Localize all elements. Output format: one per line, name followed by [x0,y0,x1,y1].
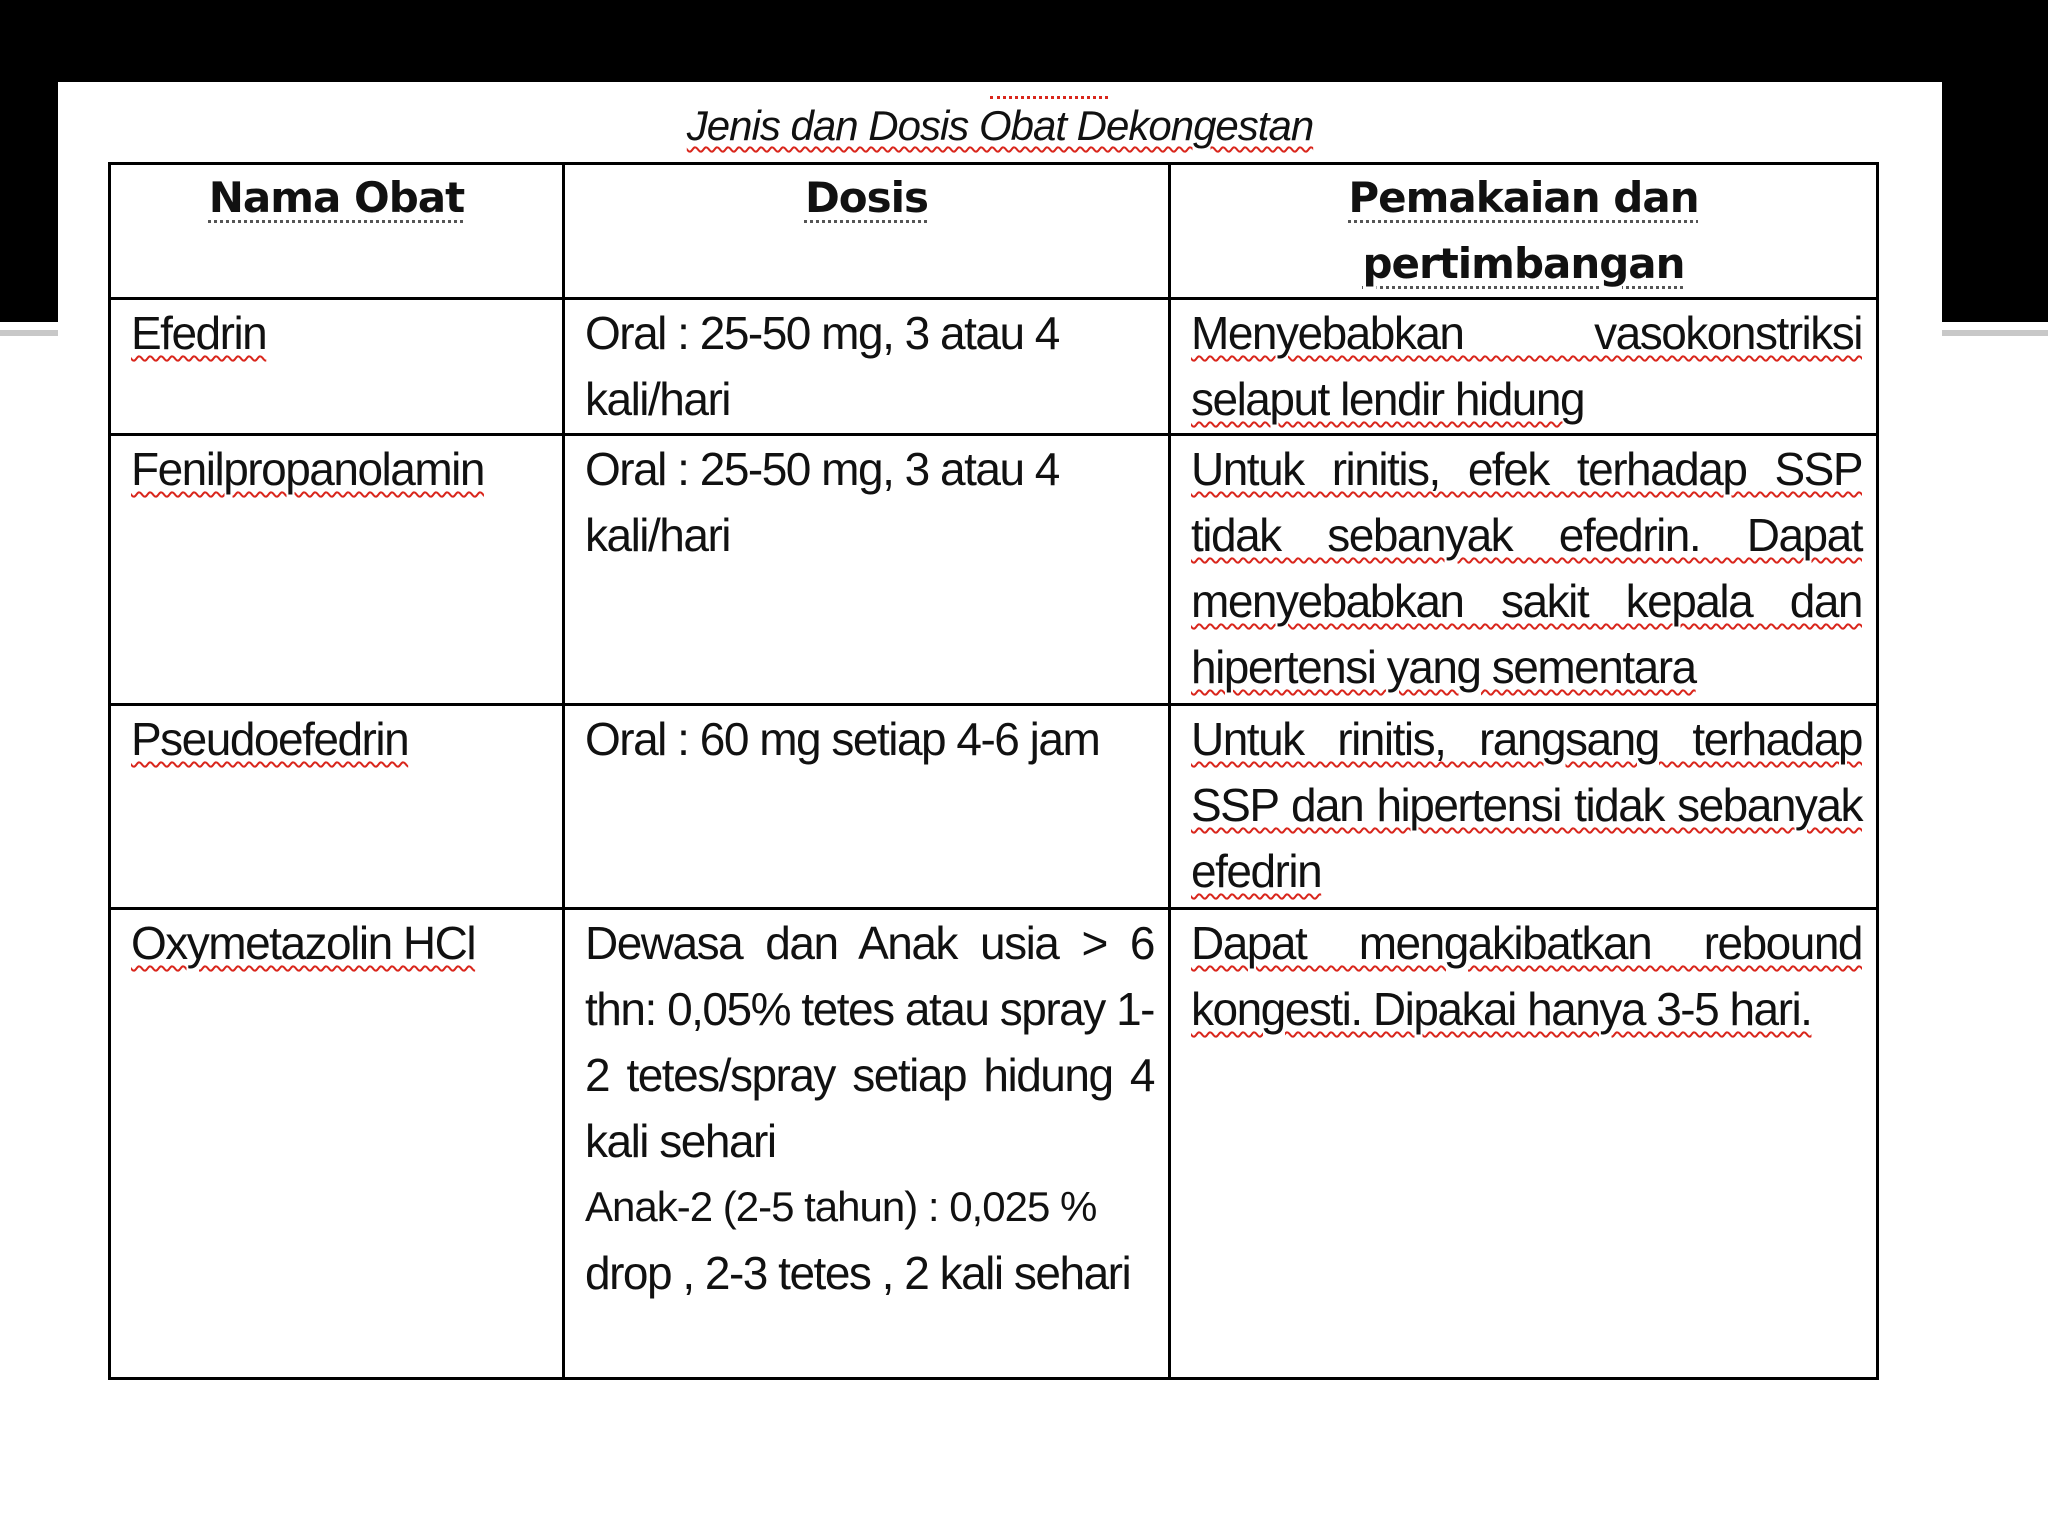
table-row [110,705,1878,909]
table-image [58,82,1942,1536]
cell-dosis: Oral : 60 mg setiap 4-6 jam [564,705,1170,909]
cell-pemakaian: Untuk rinitis, efek terhadap SSP tidak sebanyak efedrin. Dapat menyebabkan sakit kepala dan hipertensi yang sementara [1170,435,1878,705]
cell-pemakaian: Dapat mengakibatkan rebound kongesti. Dipakai hanya 3-5 hari. [1170,909,1878,1379]
cell-pemakaian: Untuk rinitis, rangsang terhadap SSP dan hipertensi tidak sebanyak efedrin [1170,705,1878,909]
header-dosis: Dosis [564,164,1170,299]
header-row [110,164,1878,299]
cell-dosis: Dewasa dan Anak usia > 6 thn: 0,05% tetes atau spray 1-2 tetes/spray setiap hidung 4 kali sehari Anak-2 (2-5 tahun) : 0,025 % drop , 2-3 tetes , 2 kali sehari [564,909,1170,1379]
header-pemakaian: Pemakaian dan pertimbangan [1170,164,1878,299]
table-row [110,909,1878,1379]
table-title [58,102,1942,150]
dosis-note-anak: Anak-2 (2-5 tahun) : 0,025 % [585,1183,1097,1230]
slide-divider-left [0,330,58,336]
cell-nama-obat: Fenilpropanolamin [110,435,564,705]
cell-nama-obat: Pseudoefedrin [110,705,564,909]
cell-pemakaian: Menyebabkan vasokonstriksi selaput lendir hidung [1170,299,1878,435]
table-row [110,299,1878,435]
cell-nama-obat: Oxymetazolin HCl [110,909,564,1379]
dosis-extra: drop , 2-3 tetes , 2 kali sehari [585,1247,1131,1299]
spellcheck-mark [990,82,1108,99]
cell-nama-obat: Efedrin [110,299,564,435]
table-row [110,435,1878,705]
slide-divider-right [1942,330,2048,336]
cell-dosis: Oral : 25-50 mg, 3 atau 4 kali/hari [564,299,1170,435]
header-nama-obat: Nama Obat [110,164,564,299]
table-title-text: Jenis dan Dosis Obat Dekongestan [686,102,1314,149]
cell-dosis: Oral : 25-50 mg, 3 atau 4 kali/hari [564,435,1170,705]
drug-table [108,162,1879,1380]
